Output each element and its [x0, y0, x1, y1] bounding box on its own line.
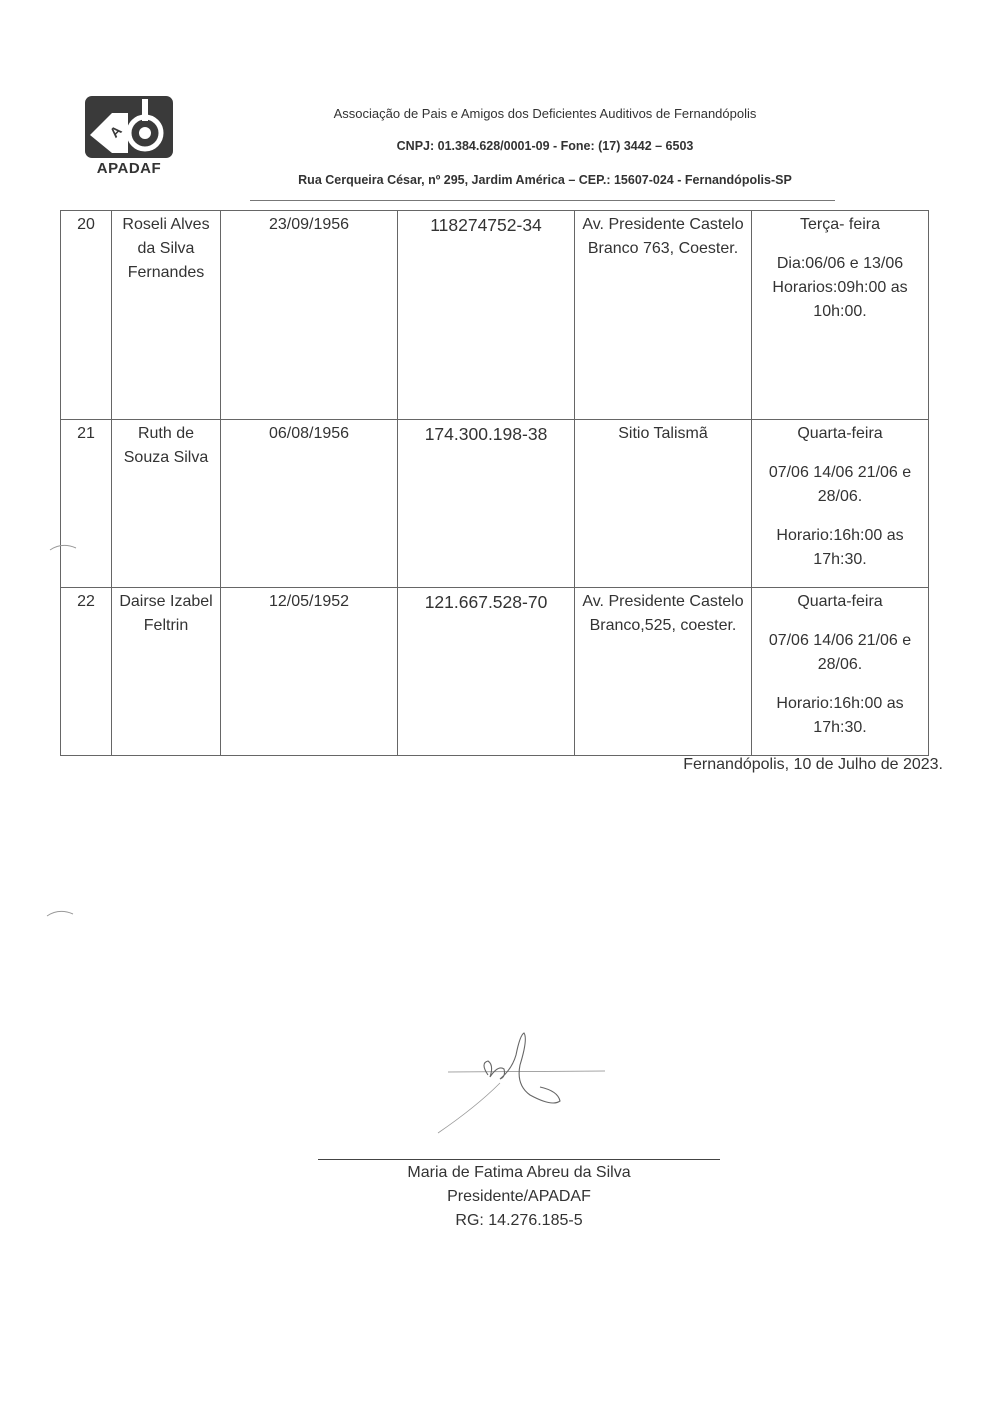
schedule-cell: [752, 211, 929, 420]
signatory-name: Maria de Fatima Abreu da Silva: [407, 1164, 631, 1181]
schedule-time: Horario:16h:00 as 17h:30.: [776, 695, 904, 736]
row-number: 21: [61, 420, 112, 588]
schedule-day: Quarta-feira: [797, 593, 883, 610]
table-row: [61, 588, 929, 756]
city-date: Fernandópolis, 10 de Julho de 2023.: [683, 756, 943, 773]
org-name: Associação de Pais e Amigos dos Deficientes Auditivos de Fernandópolis: [333, 106, 757, 121]
schedule-detail: Dia:06/06 e 13/06 Horarios:09h:00 as 10h:00.: [772, 255, 908, 320]
cpf-number: 118274752-34: [398, 211, 575, 420]
scan-mark-icon: [45, 906, 75, 920]
logo-text: APADAF: [96, 160, 162, 177]
signature-line: [318, 1159, 720, 1160]
participant-address: Av. Presidente Castelo Branco 763, Coester.: [575, 211, 752, 420]
signatory-rg: RG: 14.276.185-5: [455, 1212, 583, 1229]
schedule-cell: [752, 420, 929, 588]
header-divider: [250, 200, 835, 201]
apadaf-logo: [84, 95, 176, 177]
table-row: [61, 420, 929, 588]
participant-name: Roseli Alves da Silva Fernandes: [112, 211, 221, 420]
participants-table: [60, 210, 929, 756]
signatory-block: [318, 1161, 720, 1233]
signatory-title: Presidente/APADAF: [447, 1188, 591, 1205]
birth-date: 06/08/1956: [221, 420, 398, 588]
address-line: Rua Cerqueira César, nº 295, Jardim América – CEP.: 15607-024 - Fernandópolis-SP: [298, 173, 792, 187]
schedule-dates: 07/06 14/06 21/06 e 28/06.: [768, 464, 912, 505]
schedule-time: Horario:16h:00 as 17h:30.: [776, 527, 904, 568]
cpf-number: 174.300.198-38: [398, 420, 575, 588]
schedule-dates: 07/06 14/06 21/06 e 28/06.: [768, 632, 912, 673]
participant-address: Av. Presidente Castelo Branco,525, coester.: [575, 588, 752, 756]
apadaf-logo-icon: [84, 95, 174, 159]
scan-mark-icon: [48, 540, 78, 554]
participant-name: Dairse Izabel Feltrin: [112, 588, 221, 756]
participant-address: Sitio Talismã: [575, 420, 752, 588]
participant-name: Ruth de Souza Silva: [112, 420, 221, 588]
schedule-cell: [752, 588, 929, 756]
row-number: 22: [61, 588, 112, 756]
schedule-day: Terça- feira: [799, 216, 881, 233]
svg-text:A: A: [106, 122, 125, 141]
birth-date: 23/09/1956: [221, 211, 398, 420]
cpf-number: 121.667.528-70: [398, 588, 575, 756]
cnpj-phone-line: CNPJ: 01.384.628/0001-09 - Fone: (17) 3442 – 6503: [396, 139, 694, 153]
signature-icon: [420, 1025, 610, 1140]
birth-date: 12/05/1952: [221, 588, 398, 756]
table-row: [61, 211, 929, 420]
row-number: 20: [61, 211, 112, 420]
schedule-day: Quarta-feira: [797, 425, 883, 442]
